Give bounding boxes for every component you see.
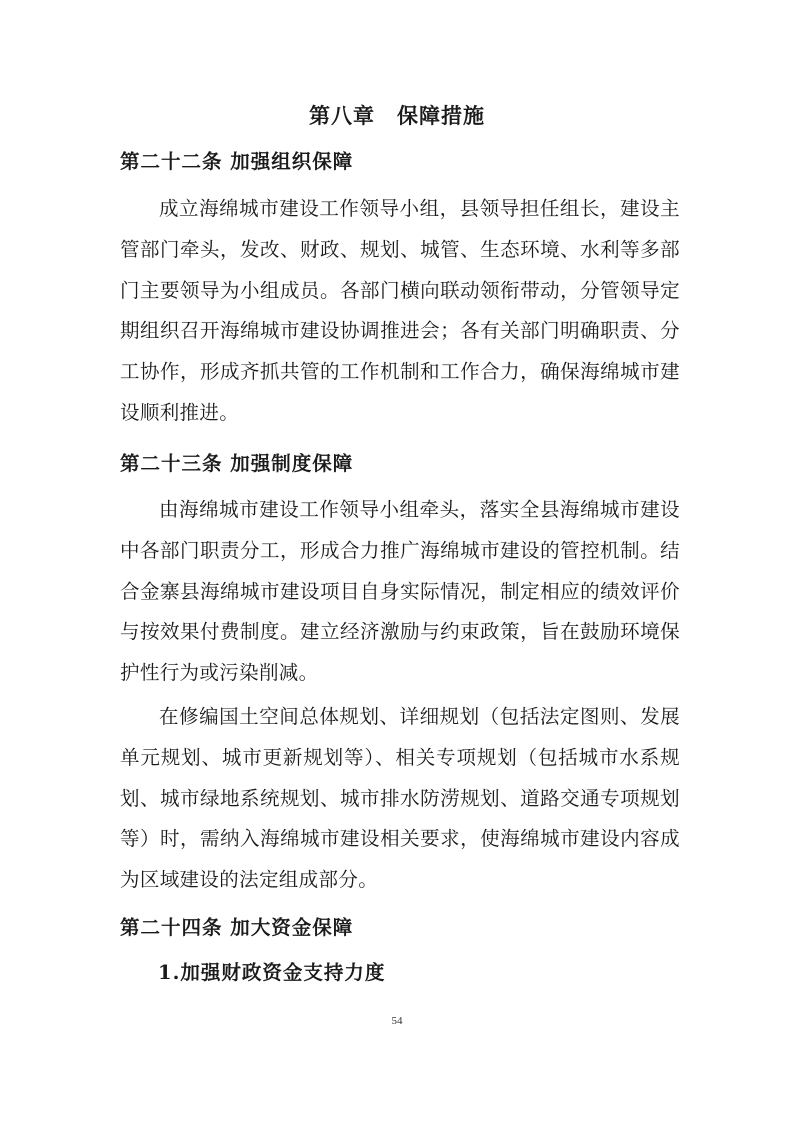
section-23-paragraph-1: 由海绵城市建设工作领导小组牵头，落实全县海绵城市建设中各部门职责分工，形成合力推广海绵城市建设的管控机制。结合金寨县海绵城市建设项目自身实际情况，制定相应的绩效评价与按效果付费制度。建立经济激励与约束政策，旨在鼓励环境保护性行为或污染削减。 <box>120 498 680 685</box>
section-24-subheading: 1.加强财政资金支持力度 <box>158 961 386 984</box>
chapter-title: 第八章 保障措施 <box>309 104 485 128</box>
section-heading-22: 第二十二条 加强组织保障 <box>120 150 354 173</box>
section-22-paragraph-1: 成立海绵城市建设工作领导小组，县领导担任组长，建设主管部门牵头，发改、财政、规划、城管、生态环境、水利等多部门主要领导为小组成员。各部门横向联动领衔带动，分管领导定期组织召开海绵城市建设协调推进会；各有关部门明确职责、分工协作，形成齐抓共管的工作机制和工作合力，确保海绵城市建设顺利推进。 <box>120 197 680 424</box>
section-23-paragraph-2: 在修编国土空间总体规划、详细规划（包括法定图则、发展单元规划、城市更新规划等）、相关专项规划（包括城市水系规划、城市绿地系统规划、城市排水防涝规划、道路交通专项规划等）时，需纳入海绵城市建设相关要求，使海绵城市建设内容成为区域建设的法定组成部分。 <box>120 705 680 892</box>
section-heading-23: 第二十三条 加强制度保障 <box>120 452 354 475</box>
page-number: 54 <box>391 1015 403 1027</box>
section-heading-24: 第二十四条 加大资金保障 <box>120 916 354 939</box>
